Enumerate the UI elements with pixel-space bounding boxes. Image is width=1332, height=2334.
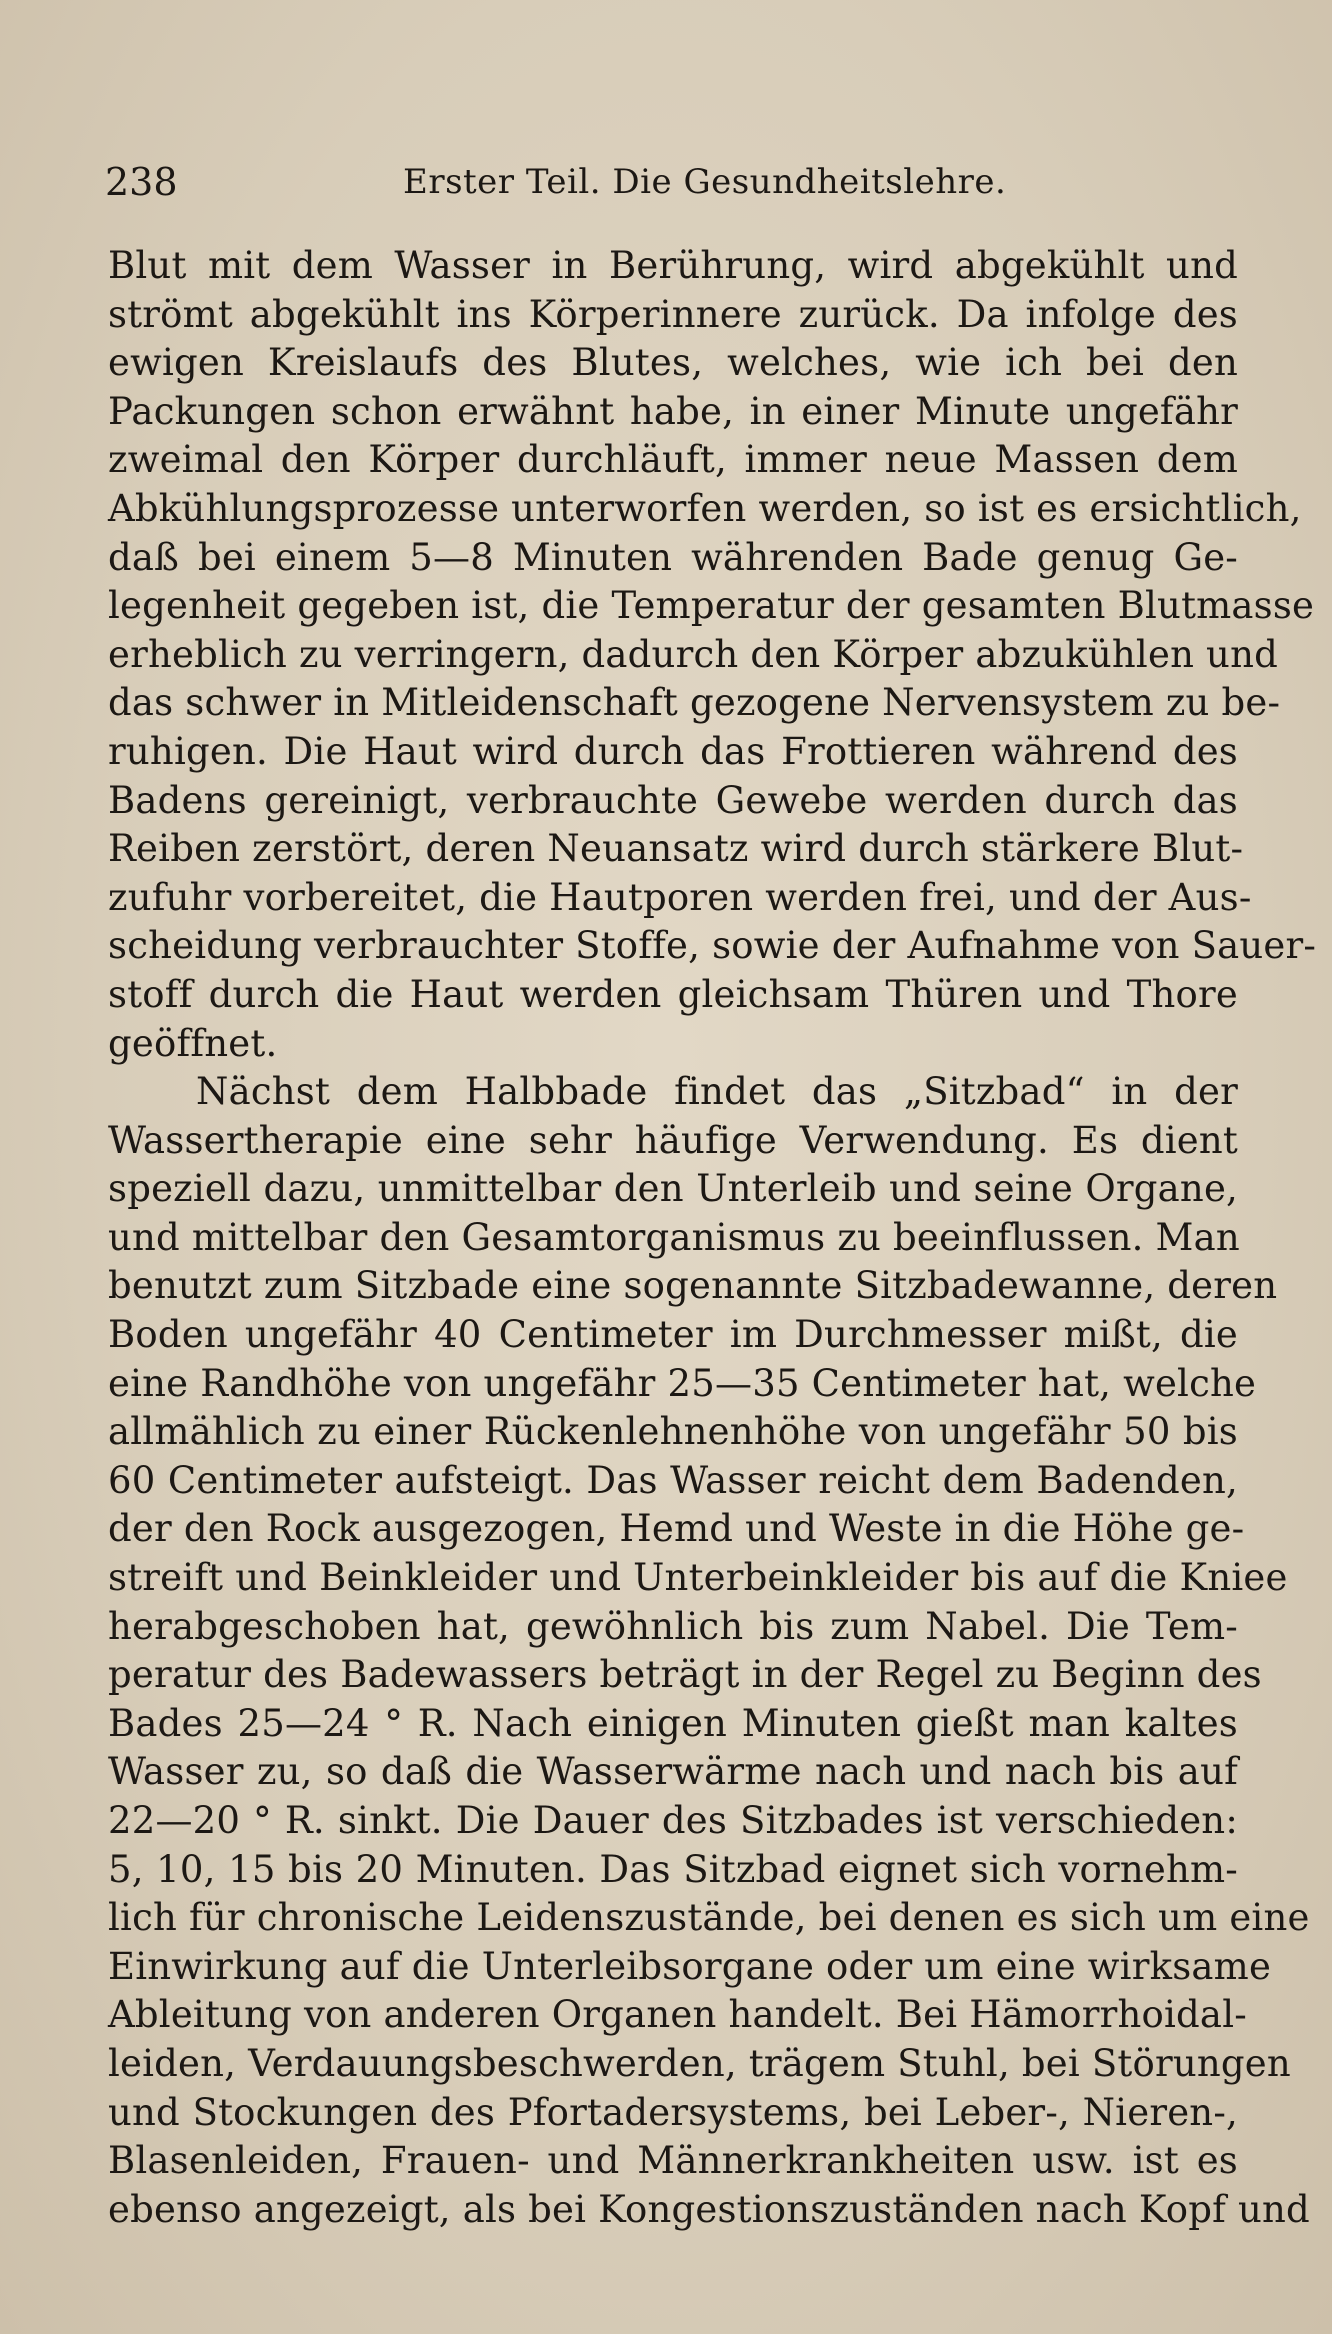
text-line: scheidung verbrauchter Stoffe, sowie der Aufnahme von Sauer- [108, 924, 1317, 968]
text-line: ebenso angezeigt, als bei Kongestionszuständen nach Kopf und [108, 2187, 1310, 2231]
text-line: speziell dazu, unmittelbar den Unterleib und seine Organe, [108, 1167, 1238, 1211]
text-line: legenheit gegeben ist, die Temperatur der gesamten Blutmasse [108, 584, 1315, 628]
text-line: der den Rock ausgezogen, Hemd und Weste in die Höhe ge- [108, 1507, 1245, 1551]
text-line: peratur des Badewassers beträgt in der Regel zu Beginn des [108, 1653, 1262, 1697]
text-line: streift und Beinkleider und Unterbeinkleider bis auf die Kniee [108, 1556, 1288, 1600]
text-line: lich für chronische Leidenszustände, bei denen es sich um eine [108, 1896, 1310, 1940]
text-line: Wassertherapie eine sehr häufige Verwendung. Es dient [108, 1118, 1238, 1162]
text-line: benutzt zum Sitzbade eine sogenannte Sitzbadewanne, deren [108, 1264, 1278, 1308]
text-line: Blasenleiden, Frauen- und Männerkrankheiten usw. ist es [108, 2139, 1238, 2183]
paragraph-end-line: geöffnet. [108, 1021, 278, 1065]
text-line: Reiben zerstört, deren Neuansatz wird durch stärkere Blut- [108, 827, 1244, 871]
page-header [105, 158, 1245, 206]
text-line: Bades 25—24 ° R. Nach einigen Minuten gießt man kaltes [108, 1701, 1238, 1745]
text-line: und Stockungen des Pfortadersystems, bei Leber-, Nieren-, [108, 2090, 1238, 2134]
text-line: allmählich zu einer Rückenlehnenhöhe von ungefähr 50 bis [108, 1410, 1238, 1454]
text-line: Packungen schon erwähnt habe, in einer Minute ungefähr [108, 389, 1238, 433]
body-text [108, 242, 1317, 2234]
text-line: Einwirkung auf die Unterleibsorgane oder um eine wirksame [108, 1944, 1272, 1988]
text-line: strömt abgekühlt ins Körperinnere zurück. Da infolge des [108, 292, 1238, 336]
text-line: ewigen Kreislaufs des Blutes, welches, wie ich bei den [108, 341, 1238, 385]
paragraph-start-line: Nächst dem Halbbade findet das „Sitzbad“ in der [196, 1070, 1238, 1114]
text-line: eine Randhöhe von ungefähr 25—35 Centimeter hat, welche [108, 1361, 1257, 1405]
text-line: herabgeschoben hat, gewöhnlich bis zum Nabel. Die Tem- [108, 1604, 1238, 1648]
text-line: Ableitung von anderen Organen handelt. Bei Hämorrhoidal- [108, 1993, 1247, 2037]
text-line: Abkühlungsprozesse unterworfen werden, so ist es ersichtlich, [108, 486, 1302, 530]
text-line: ruhigen. Die Haut wird durch das Frottieren während des [108, 729, 1238, 773]
text-line: Wasser zu, so daß die Wasserwärme nach und nach bis auf [108, 1750, 1238, 1794]
text-line: das schwer in Mitleidenschaft gezogene Nervensystem zu be- [108, 681, 1281, 725]
text-line: stoff durch die Haut werden gleichsam Thüren und Thore [108, 972, 1238, 1016]
text-line: daß bei einem 5—8 Minuten währenden Bade genug Ge- [108, 535, 1238, 579]
running-head: Erster Teil. Die Gesundheitslehre. [403, 162, 1007, 202]
text-line: erheblich zu verringern, dadurch den Körper abzukühlen und [108, 632, 1278, 676]
page-number: 238 [105, 160, 178, 204]
text-line: 60 Centimeter aufsteigt. Das Wasser reicht dem Badenden, [108, 1458, 1238, 1502]
text-line: Boden ungefähr 40 Centimeter im Durchmesser mißt, die [108, 1313, 1238, 1357]
text-line: leiden, Verdauungsbeschwerden, trägem Stuhl, bei Störungen [108, 2041, 1291, 2085]
text-line: Badens gereinigt, verbrauchte Gewebe werden durch das [108, 778, 1238, 822]
text-line: zweimal den Körper durchläuft, immer neue Massen dem [108, 438, 1238, 482]
text-line: 22—20 ° R. sinkt. Die Dauer des Sitzbades ist verschieden: [108, 1799, 1238, 1842]
text-line: Blut mit dem Wasser in Berührung, wird abgekühlt und [108, 244, 1238, 287]
text-line: zufuhr vorbereitet, die Hautporen werden frei, und der Aus- [108, 875, 1252, 919]
text-line: 5, 10, 15 bis 20 Minuten. Das Sitzbad eignet sich vornehm- [108, 1847, 1238, 1891]
text-line: und mittelbar den Gesamtorganismus zu beeinflussen. Man [108, 1215, 1240, 1259]
